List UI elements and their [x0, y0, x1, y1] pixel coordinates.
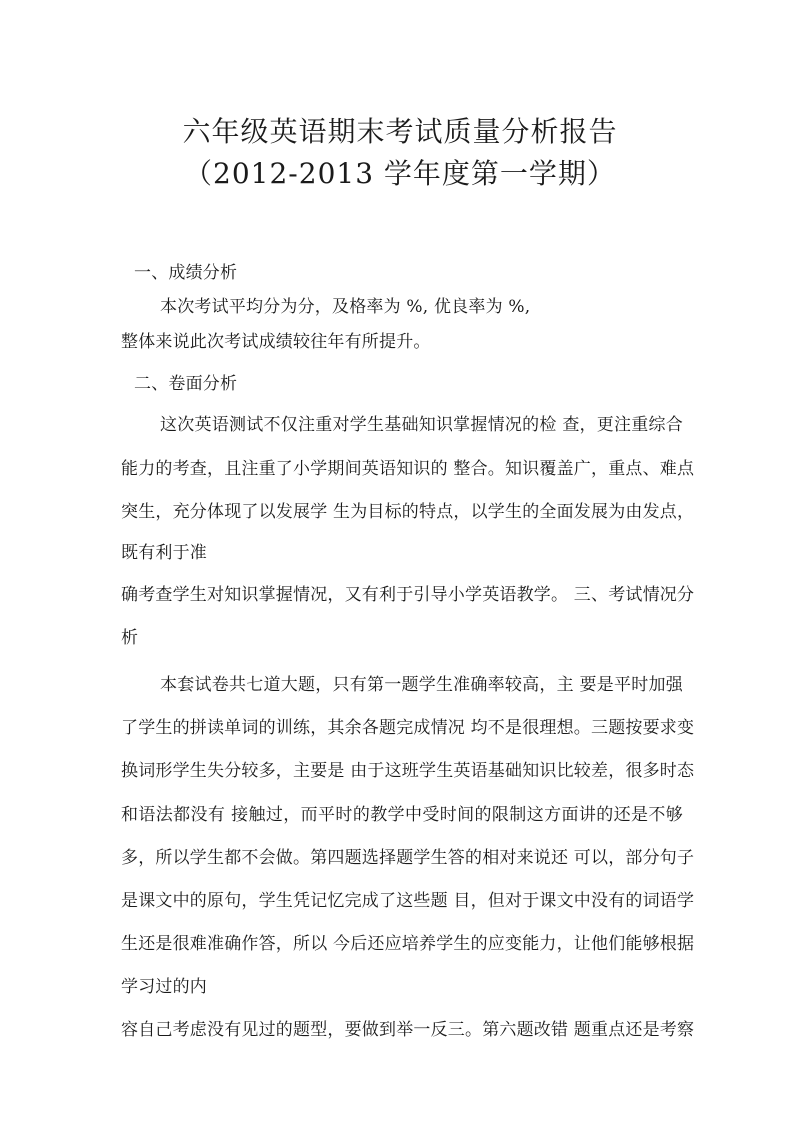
paragraph-line: 换词形学生失分较多，主要是 由于这班学生英语基础知识比较差，很多时态 — [121, 761, 695, 781]
paragraph-line: 析 — [121, 628, 139, 648]
document-subtitle: （2012-2013 学年度第一学期） — [184, 157, 616, 190]
paragraph-line: 和语法都没有 接触过，而平时的教学中受时间的限制这方面讲的还是不够 — [121, 805, 683, 825]
paragraph-line: 这次英语测试不仅注重对学生基础知识掌握情况的检 查，更注重综合 — [160, 415, 683, 435]
paragraph-line: 确考查学生对知识掌握情况，又有利于引导小学英语教学。 三、考试情况分 — [121, 585, 695, 605]
paragraph-line: 生还是很难准确作答，所以 今后还应培养学生的应变能力，让他们能够根据 — [121, 934, 695, 954]
paragraph-line: 能力的考查，且注重了小学期间英语知识的 整合。知识覆盖广，重点、难点 — [121, 459, 695, 479]
paragraph-line: 本次考试平均分为分，及格率为 %, 优良率为 %, — [160, 297, 531, 317]
paragraph-line: 学习过的内 — [121, 977, 207, 997]
paragraph-line: 整体来说此次考试成绩较往年有所提升。 — [121, 332, 431, 352]
paragraph-line: 多，所以学生都不会做。第四题选择题学生答的相对来说还 可以，部分句子 — [121, 848, 695, 868]
document-title: 六年级英语期末考试质量分析报告 — [182, 115, 618, 148]
section-heading-paper-analysis: 二、卷面分析 — [134, 374, 238, 394]
paragraph-line: 突生，充分体现了以发展学 生为目标的特点，以学生的全面发展为由发点， — [121, 502, 695, 522]
section-heading-score-analysis: 一、成绩分析 — [134, 263, 238, 283]
paragraph-line: 容自己考虑没有见过的题型，要做到举一反三。第六题改错 题重点还是考察 — [121, 1020, 695, 1040]
paragraph-line: 了学生的拼读单词的训练，其余各题完成情况 均不是很理想。三题按要求变 — [121, 718, 695, 738]
paragraph-line: 既有利于准 — [121, 543, 207, 563]
paragraph-line: 本套试卷共七道大题，只有第一题学生准确率较高，主 要是平时加强 — [160, 675, 683, 695]
paragraph-line: 是课文中的原句，学生凭记忆完成了这些题 目，但对于课文中没有的词语学 — [121, 891, 695, 911]
